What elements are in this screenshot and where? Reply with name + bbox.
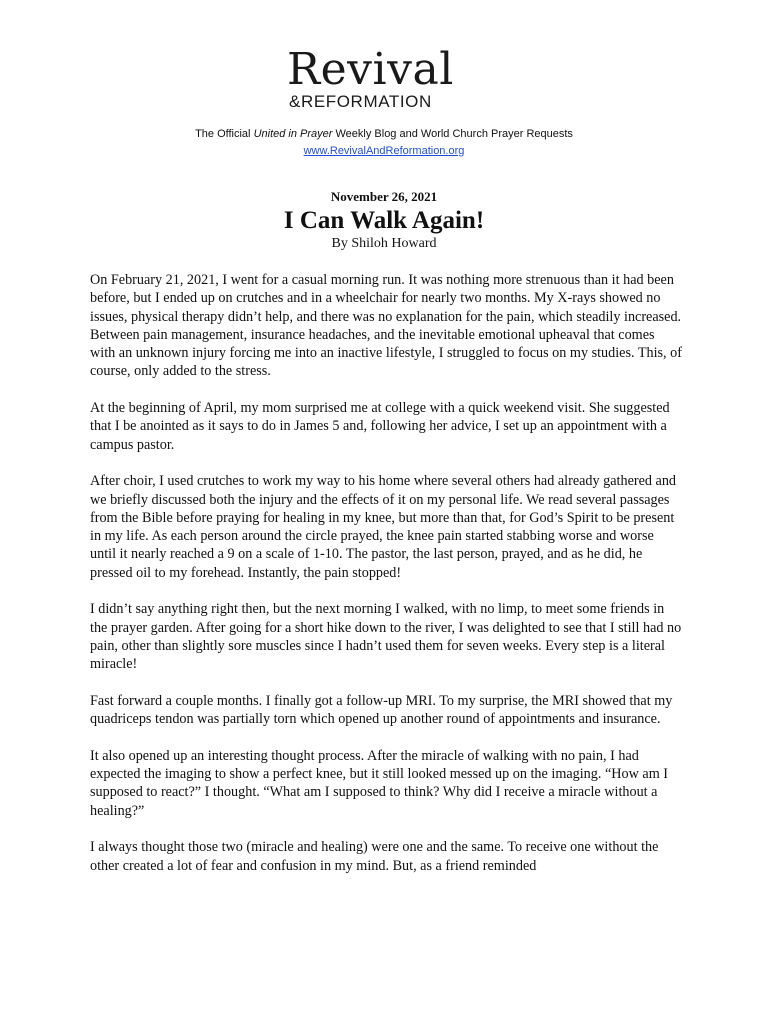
tagline-prefix: The Official xyxy=(195,128,254,140)
article-date: November 26, 2021 xyxy=(330,189,438,204)
article-paragraph: At the beginning of April, my mom surprised me at college with a quick weekend visit. She suggested that I be anointed as it says to do in James 5 and, following her advice, I set up an appointment with a campus pastor. xyxy=(90,400,670,453)
website-line xyxy=(0,143,768,159)
website-link[interactable]: www.RevivalAndReformation.org xyxy=(303,145,465,157)
article-paragraph: I didn’t say anything right then, but the next morning I walked, with no limp, to meet some friends in the prayer garden. After going for a short hike down to the river, I was delighted to see that I still had no pain, other than slightly sore muscles since I hadn’t used them for seven weeks. Every step is a literal miracle! xyxy=(90,601,682,673)
article-paragraph: Fast forward a couple months. I finally got a follow-up MRI. To my surprise, the MRI showed that my quadriceps tendon was partially torn which opened up another round of appointments and insurance. xyxy=(90,692,673,728)
tagline xyxy=(0,126,768,142)
article-body xyxy=(90,271,682,893)
revival-reformation-logo xyxy=(287,46,467,116)
article-paragraph: After choir, I used crutches to work my way to his home where several others had already gathered and we briefly discussed both the injury and the effects of it on my personal life. We read several passages from the Bible before praying for healing in my knee, but more than that, for God’s Spirit to be present in my life. As each person around the circle prayed, the knee pain started stabbing worse and worse until it nearly reached a 9 on a scale of 1-10. The pastor, the last person, prayed, and as he did, he pressed oil to my forehead. Instantly, the pain stopped! xyxy=(90,473,677,581)
article-title: I Can Walk Again! xyxy=(283,207,485,234)
logo-reformation-text: &REFORMATION xyxy=(289,92,432,111)
article-paragraph: On February 21, 2021, I went for a casual morning run. It was nothing more strenuous than it had been before, but I ended up on crutches and in a wheelchair for nearly two months. My X-rays showed no issues, physical therapy didn’t help, and there was no explanation for the pain, which steadily increased. Between pain management, insurance headaches, and the inevitable emotional upheaval that comes with an unknown injury forcing me into an inactive lifestyle, I struggled to focus on my studies. This, of course, only added to the stress. xyxy=(90,272,682,380)
logo-revival-text: Revival xyxy=(287,44,454,95)
article-paragraph: It also opened up an interesting thought process. After the miracle of walking with no pain, I had expected the imaging to show a perfect knee, but it still looked messed up on the imaging. “How am I supposed to react?” I thought. “What am I supposed to think? Why did I receive a miracle without a healing?” xyxy=(90,747,668,819)
article-paragraph: I always thought those two (miracle and healing) were one and the same. To receive one without the other created a lot of fear and confusion in my mind. But, as a friend reminded xyxy=(90,839,659,874)
tagline-italic: United in Prayer xyxy=(253,128,333,140)
tagline-suffix: Weekly Blog and World Church Prayer Requests xyxy=(332,128,573,140)
article-byline: By Shiloh Howard xyxy=(331,236,437,251)
